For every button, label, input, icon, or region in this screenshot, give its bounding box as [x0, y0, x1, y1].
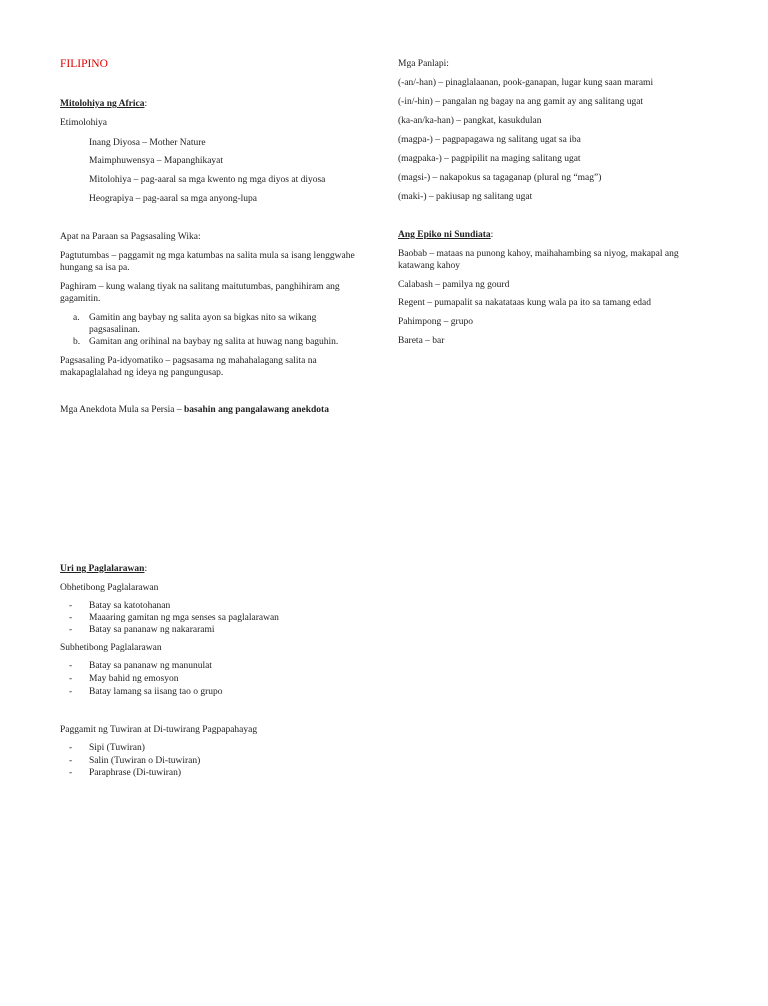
list-text: Gamitan ang orihinal na baybay ng salita at huwag nang baguhin. [89, 337, 339, 347]
list-item: - Salin (Tuwiran o Di-tuwiran) [89, 755, 200, 767]
list-item: - Batay sa pananaw ng manunulat [89, 660, 212, 672]
list-item: - Sipi (Tuwiran) [89, 742, 145, 754]
obhetibo-label: Obhetibong Paglalarawan [60, 583, 159, 593]
mitolohiya-heading [60, 98, 147, 110]
panlapi-item: (magpaka-) – pagpipilit na maging salitang ugat [398, 154, 581, 164]
epiko-item: Bareta – bar [398, 336, 445, 346]
list-item: - Batay sa katotohanan [89, 600, 170, 612]
epiko-item: Calabash – pamilya ng gourd [398, 280, 510, 290]
anekdota-text: Mga Anekdota Mula sa Persia – [60, 405, 185, 415]
subhetibo-label: Subhetibong Paglalarawan [60, 643, 162, 653]
panlapi-item: (magpa-) – pagpapagawa ng salitang ugat sa iba [398, 135, 581, 145]
epiko-heading-colon: : [490, 230, 494, 240]
panlapi-item: (ka-an/ka-han) – pangkat, kasukdulan [398, 116, 542, 126]
epiko-heading-text: Ang Epiko ni Sundiata [398, 230, 491, 240]
paggamit-heading: Paggamit ng Tuwiran at Di-tuwirang Pagpapahayag [60, 725, 258, 735]
epiko-item: Pahimpong – grupo [398, 317, 473, 327]
mito-item: Heograpiya – pag-aaral sa mga anyong-lupa [89, 194, 258, 204]
epiko-item: Baobab – mataas na punong kahoy, maihahambing sa niyog, makapal ang katawang kahoy [398, 249, 679, 271]
mitolohiya-heading-colon: : [144, 99, 148, 109]
list-number: b. [73, 337, 81, 347]
panlapi-item: (-in/-hin) – pangalan ng bagay na ang gamit ay ang salitang ugat [398, 97, 644, 107]
list-number: a. [73, 313, 80, 323]
page-title: FILIPINO [60, 58, 108, 70]
anekdota-line [60, 404, 329, 416]
mitolohiya-heading-text: Mitolohiya ng Africa [60, 99, 145, 109]
mito-item: Mitolohiya – pag-aaral sa mga kwento ng mga diyos at diyosa [89, 175, 326, 185]
list-item: - Paraphrase (Di-tuwiran) [89, 767, 181, 779]
list-text: Gamitin ang baybay ng salita ayon sa bigkas nito sa wikang pagsasalinan. [89, 313, 317, 335]
pagtutumbas-paragraph: Pagtutumbas – paggamit ng mga katumbas na salita mula sa isang lenggwahe hungang sa isa pa. [60, 251, 355, 273]
panlapi-item: (maki-) – pakiusap ng salitang ugat [398, 192, 533, 202]
panghihiram-paragraph: Paghiram – kung walang tiyak na salitang maitutumbas, panghihiram ang gagamitin. [60, 282, 340, 304]
apat-na-paraan-heading: Apat na Paraan sa Pagsasaling Wika: [60, 232, 201, 242]
epiko-item: Regent – pumapalit sa nakatataas kung wala pa ito sa tamang edad [398, 298, 651, 308]
etimolohiya-label: Etimolohiya [60, 118, 107, 128]
ordered-list-item [73, 312, 349, 336]
idyomatiko-paragraph: Pagsasaling Pa-idyomatiko – pagsasama ng mahahalagang salita na makapaglalahad ng ideya ng pangungusap. [60, 356, 317, 378]
epiko-heading [398, 229, 493, 241]
list-item: - Maaaring gamitan ng mga senses sa paglalarawan [89, 612, 279, 624]
list-item: - May bahid ng emosyon [89, 673, 178, 685]
list-item: - Batay sa pananaw ng nakararami [89, 624, 215, 636]
uri-heading-colon: : [144, 564, 148, 574]
panlapi-heading: Mga Panlapi: [398, 59, 449, 69]
uri-heading-text: Uri ng Paglalarawan [60, 564, 145, 574]
list-item: - Batay lamang sa iisang tao o grupo [89, 686, 223, 698]
panlapi-item: (-an/-han) – pinaglalaanan, pook-ganapan, lugar kung saan marami [398, 78, 654, 88]
mito-item: Inang Diyosa – Mother Nature [89, 138, 206, 148]
mito-item: Maimphuwensya – Mapanghikayat [89, 156, 224, 166]
anekdota-instruction: basahin ang pangalawang anekdota [184, 405, 329, 415]
uri-heading [60, 563, 147, 575]
ordered-list-item [73, 336, 359, 348]
panlapi-item: (magsi-) – nakapokus sa tagaganap (plural ng “mag”) [398, 173, 602, 183]
